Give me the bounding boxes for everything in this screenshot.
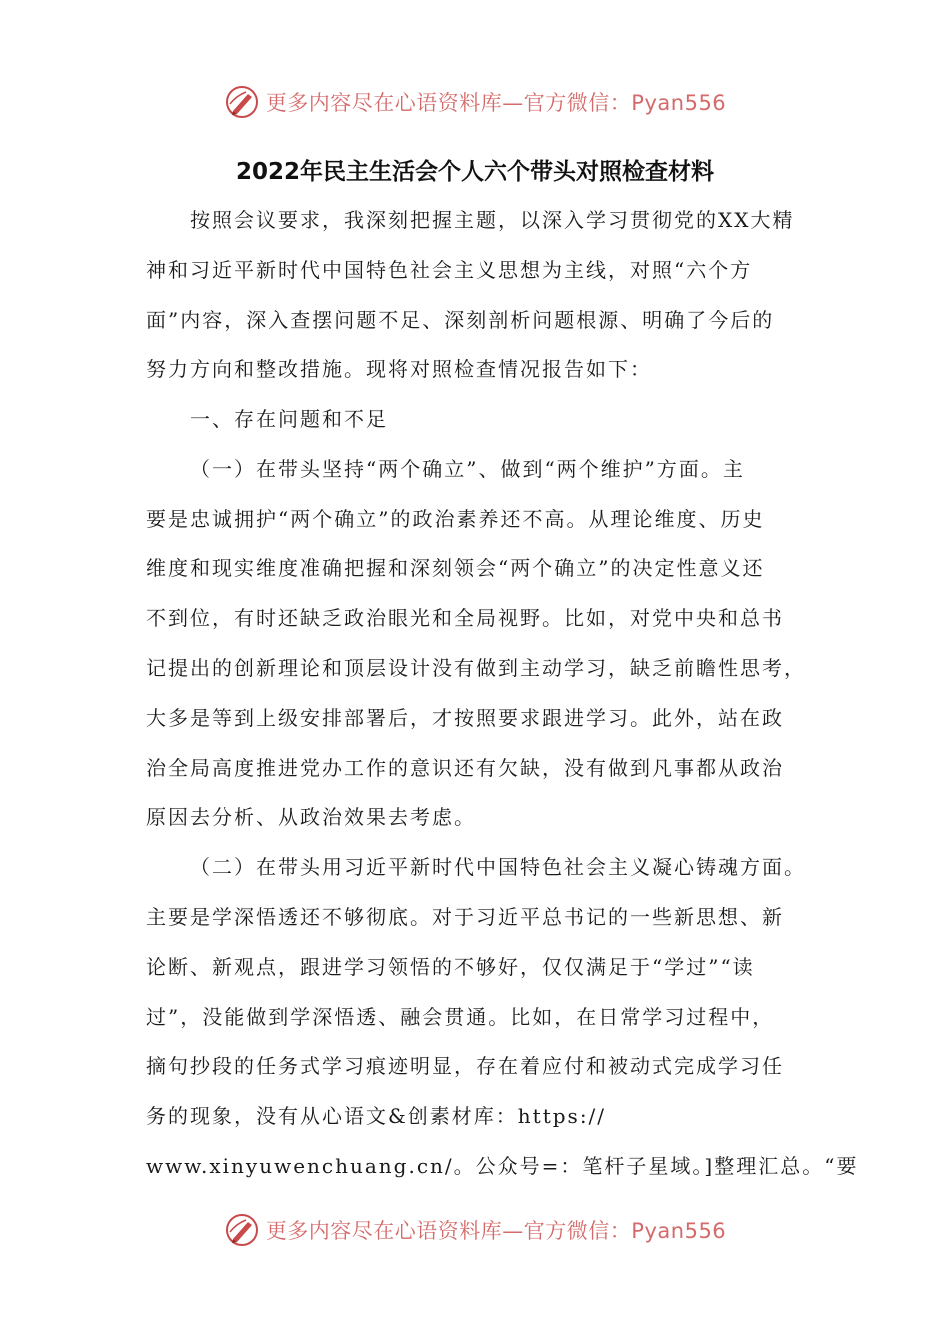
watermark-text: 更多内容尽在心语资料库—官方微信：Pyan556	[265, 1219, 727, 1243]
body-line: （一）在带头坚持“两个确立”、做到“两个维护”方面。主	[190, 457, 745, 481]
body-line: 要是忠诚拥护“两个确立”的政治素养还不高。从理论维度、历史	[146, 507, 765, 531]
body-line: 努力方向和整改措施。现将对照检查情况报告如下：	[146, 357, 652, 381]
pen-logo-icon	[224, 1212, 260, 1248]
body-line: 摘句抄段的任务式学习痕迹明显，存在着应付和被动式完成学习任	[146, 1054, 784, 1078]
body-line: 论断、新观点，跟进学习领悟的不够好，仅仅满足于“学过”“读	[146, 955, 755, 979]
body-line: 按照会议要求，我深刻把握主题，以深入学习贯彻党的XX大精	[190, 208, 795, 232]
document-title: 2022年民主生活会个人六个带头对照检查材料	[235, 159, 714, 185]
body-line: 主要是学深悟透还不够彻底。对于习近平总书记的一些新思想、新	[146, 905, 784, 929]
body-line: www.xinyuwenchuang.cn/。公众号=：笔杆子星域。]整理汇总。“要	[146, 1154, 859, 1178]
body-line: 过”，没能做到学深悟透、融会贯通。比如，在日常学习过程中，	[146, 1005, 775, 1029]
body-line: 原因去分析、从政治效果去考虑。	[146, 805, 476, 829]
body-line: 面”内容，深入查摆问题不足、深刻剖析问题根源、明确了今后的	[146, 308, 775, 332]
footer-watermark-banner	[0, 1208, 950, 1252]
section-heading: 一、存在问题和不足	[190, 407, 388, 431]
body-line: 记提出的创新理论和顶层设计没有做到主动学习，缺乏前瞻性思考，	[146, 656, 806, 680]
body-line: 神和习近平新时代中国特色社会主义思想为主线，对照“六个方	[146, 258, 753, 282]
body-line: 大多是等到上级安排部署后，才按照要求跟进学习。此外，站在政	[146, 706, 784, 730]
body-line: （二）在带头用习近平新时代中国特色社会主义凝心铸魂方面。	[190, 855, 806, 879]
pen-logo-icon	[224, 84, 260, 120]
body-line: 维度和现实维度准确把握和深刻领会“两个确立”的决定性意义还	[146, 556, 765, 580]
watermark-text: 更多内容尽在心语资料库—官方微信：Pyan556	[265, 91, 727, 115]
body-line: 不到位，有时还缺乏政治眼光和全局视野。比如，对党中央和总书	[146, 606, 784, 630]
body-line: 治全局高度推进党办工作的意识还有欠缺，没有做到凡事都从政治	[146, 756, 784, 780]
body-line: 务的现象，没有从心语文&创素材库：https://	[146, 1104, 607, 1128]
header-watermark-banner	[0, 80, 950, 124]
